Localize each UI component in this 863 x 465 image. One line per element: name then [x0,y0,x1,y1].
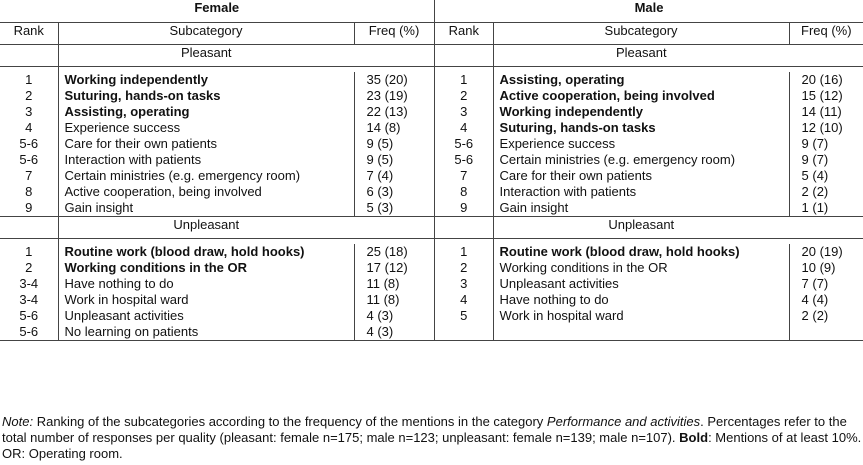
empty-cell [493,324,789,341]
rank-cell: 3-4 [19,276,39,291]
table-row [0,120,863,136]
subcategory-cell: No learning on patients [58,324,354,341]
freq-cell: 25 (18) [354,244,434,260]
rank-cell: 2 [460,88,468,103]
freq-cell: 20 (19) [789,244,863,260]
subcategory-cell: Interaction with patients [493,184,789,200]
rank-cell: 8 [25,184,33,199]
subcategory-cell: Work in hospital ward [58,292,354,308]
freq-cell: 7 (7) [789,276,863,292]
freq-cell: 10 (9) [789,260,863,276]
freq-cell: 11 (8) [354,292,434,308]
rank-cell: 7 [25,168,33,183]
rank-cell: 3-4 [19,292,39,307]
table-row [0,276,863,292]
rank-cell: 5-6 [19,152,39,167]
subcategory-cell: Interaction with patients [58,152,354,168]
subcategory-cell: Care for their own patients [493,168,789,184]
freq-header: Freq (%) [789,23,863,45]
subcategory-cell: Active cooperation, being involved [493,88,789,104]
note-label: Note: [2,414,34,429]
note-text-2: Percentages refer to the total number of responses per quality (pleasant: female n=175; male n=123; unpleasant: female n=139; male n=107). [2,414,847,445]
table-row [0,152,863,168]
section-unpleasant-label: Unpleasant [58,217,354,239]
table-row [0,88,863,104]
subcategory-cell: Active cooperation, being involved [58,184,354,200]
table-row [0,104,863,120]
rank-cell: 9 [25,200,33,215]
rank-cell: 8 [460,184,468,199]
empty-cell [789,324,863,341]
note-text-1: Ranking of the subcategories according to the frequency of the mentions in the category [36,414,544,429]
table-row [0,72,863,88]
subcategory-cell: Work in hospital ward [493,308,789,324]
rank-cell: 3 [460,276,468,291]
freq-cell: 23 (19) [354,88,434,104]
subcategory-cell: Assisting, operating [493,72,789,88]
table-note: Note: Ranking of the subcategories according to the frequency of the mentions in the category Performance and activities. Percentages refer to the total number of responses per quality (pleasant: female n=175; male n=123; unpleasant: female n=139; male n=107). Bold: Mentions of at least 10%. OR: Operating room. [2,414,862,461]
subcategory-cell: Working independently [58,72,354,88]
subcategory-cell: Suturing, hands-on tasks [493,120,789,136]
freq-cell: 4 (4) [789,292,863,308]
freq-cell: 14 (11) [789,104,863,120]
subcategory-cell: Certain ministries (e.g. emergency room) [493,152,789,168]
freq-cell: 11 (8) [354,276,434,292]
freq-cell: 5 (4) [789,168,863,184]
empty-cell [435,217,493,239]
freq-cell: 35 (20) [354,72,434,88]
freq-cell: 7 (4) [354,168,434,184]
rank-cell: 1 [25,72,33,87]
note-bold-label: Bold [679,430,709,445]
subcategory-cell: Gain insight [58,200,354,217]
empty-cell [354,217,434,239]
rank-cell: 5-6 [454,136,474,151]
subcategory-cell: Assisting, operating [58,104,354,120]
rank-cell: 5-6 [19,308,39,323]
rank-cell: 5-6 [19,136,39,151]
subcategory-header: Subcategory [58,23,354,45]
freq-cell: 12 (10) [789,120,863,136]
rank-cell: 1 [25,244,33,259]
freq-cell: 9 (7) [789,136,863,152]
freq-cell: 2 (2) [789,184,863,200]
subcategory-cell: Unpleasant activities [493,276,789,292]
freq-cell: 2 (2) [789,308,863,324]
subcategory-cell: Experience success [58,120,354,136]
freq-header: Freq (%) [354,23,434,45]
subcategory-cell: Routine work (blood draw, hold hooks) [493,244,789,260]
freq-cell: 15 (12) [789,88,863,104]
rank-cell: 4 [25,120,33,135]
note-category: Performance and activities [546,414,701,429]
subcategory-cell: Certain ministries (e.g. emergency room) [58,168,354,184]
table-row [0,136,863,152]
subcategory-cell: Routine work (blood draw, hold hooks) [58,244,354,260]
freq-cell: 4 (3) [354,308,434,324]
subcategory-header: Subcategory [493,23,789,45]
freq-cell: 5 (3) [354,200,434,217]
section-pleasant-label: Pleasant [58,45,354,67]
empty-cell [435,324,493,341]
empty-cell [0,217,58,239]
rank-header: Rank [13,23,44,38]
subcategory-cell: Experience success [493,136,789,152]
freq-cell: 9 (5) [354,136,434,152]
table-row [0,260,863,276]
subcategory-cell: Working conditions in the OR [58,260,354,276]
section-pleasant-label: Pleasant [493,45,789,67]
rank-header: Rank [448,23,479,38]
freq-cell: 17 (12) [354,260,434,276]
freq-cell: 20 (16) [789,72,863,88]
rank-cell: 2 [25,88,33,103]
rank-cell: 5-6 [454,152,474,167]
table-row [0,324,863,341]
rank-cell: 7 [460,168,468,183]
rank-cell: 5 [460,308,468,323]
table-row [0,244,863,260]
empty-cell [789,217,863,239]
freq-cell: 1 (1) [789,200,863,217]
freq-cell: 14 (8) [354,120,434,136]
freq-cell: 9 (7) [789,152,863,168]
freq-cell: 6 (3) [354,184,434,200]
subcategory-cell: Working conditions in the OR [493,260,789,276]
table-row [0,184,863,200]
freq-cell: 9 (5) [354,152,434,168]
section-unpleasant-label: Unpleasant [493,217,789,239]
note-text-3: : Mentions of at least 10%. OR: Operating room. [2,430,862,461]
rank-cell: 4 [460,292,468,307]
rank-cell: 9 [460,200,468,215]
rank-cell: 4 [460,120,468,135]
rank-cell: 1 [460,244,468,259]
rank-cell: 5-6 [19,324,39,339]
subcategory-cell: Have nothing to do [493,292,789,308]
female-header: Female [194,0,240,15]
freq-cell: 4 (3) [354,324,434,341]
subcategory-cell: Unpleasant activities [58,308,354,324]
rank-cell: 1 [460,72,468,87]
table-row [0,200,863,217]
freq-cell: 22 (13) [354,104,434,120]
subcategory-cell: Suturing, hands-on tasks [58,88,354,104]
rank-cell: 2 [25,260,33,275]
table-row [0,308,863,324]
male-header: Male [634,0,664,15]
subcategory-cell: Care for their own patients [58,136,354,152]
subcategory-cell: Gain insight [493,200,789,217]
subcategory-cell: Working independently [493,104,789,120]
table-row [0,168,863,184]
table-row [0,292,863,308]
rank-cell: 3 [460,104,468,119]
rank-cell: 2 [460,260,468,275]
rank-cell: 3 [25,104,33,119]
subcategory-cell: Have nothing to do [58,276,354,292]
